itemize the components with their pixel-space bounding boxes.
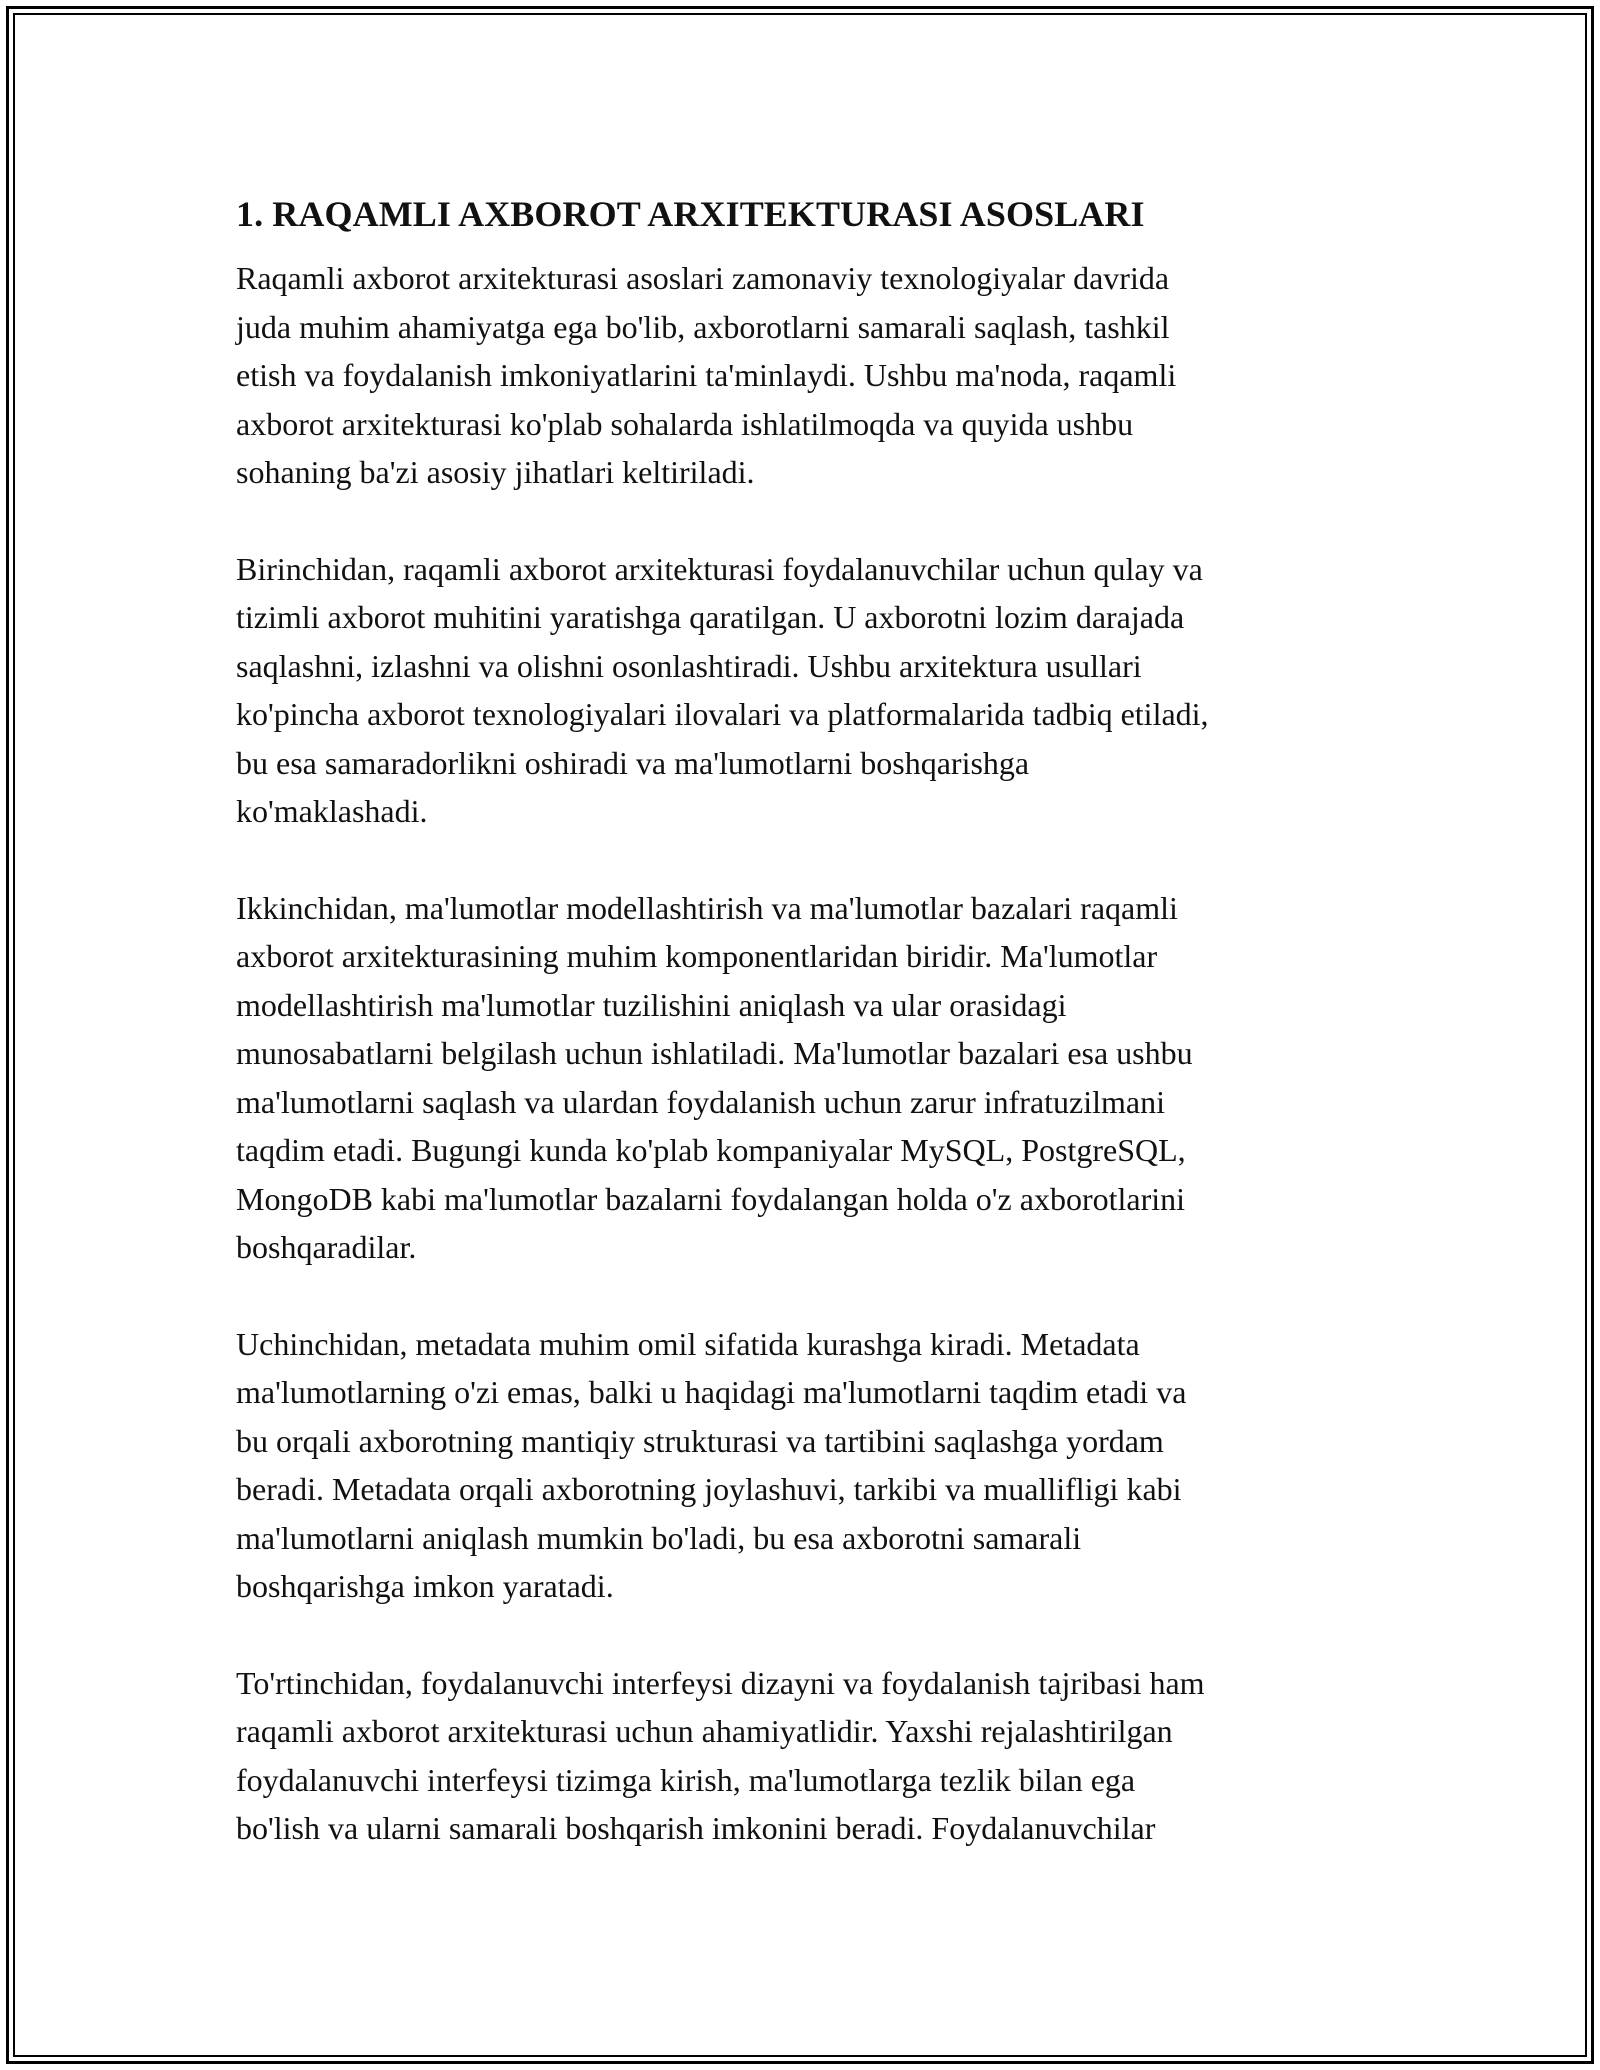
text-line: axborot arxitekturasi ko'plab sohalarda ishlatilmoqda va quyida ushbu <box>236 405 1134 442</box>
text-line: bu esa samaradorlikni oshiradi va ma'lumotlarni boshqarishga <box>236 744 1030 781</box>
text-line: foydalanuvchi interfeysi tizimga kirish, ma'lumotlarga tezlik bilan ega <box>236 1761 1136 1798</box>
text-line: modellashtirish ma'lumotlar tuzilishini aniqlash va ular orasidagi <box>236 986 1067 1023</box>
text-line: ma'lumotlarni aniqlash mumkin bo'ladi, bu esa axborotni samarali <box>236 1519 1082 1556</box>
text-line: raqamli axborot arxitekturasi uchun ahamiyatlidir. Yaxshi rejalashtirilgan <box>236 1713 1173 1749</box>
text-line: saqlashni, izlashni va olishni osonlashtiradi. Ushbu arxitektura usullari <box>236 647 1142 684</box>
text-line: etish va foydalanish imkoniyatlarini ta'minlaydi. Ushbu ma'noda, raqamli <box>236 357 1177 393</box>
paragraph-third-point <box>236 1320 1366 1611</box>
text-line: boshqarishga imkon yaratadi. <box>236 1568 614 1604</box>
text-line: juda muhim ahamiyatga ega bo'lib, axborotlarni samarali saqlash, tashkil <box>236 308 1170 345</box>
text-line: taqdim etadi. Bugungi kunda ko'plab kompaniyalar MySQL, PostgreSQL, <box>236 1132 1186 1168</box>
text-line: MongoDB kabi ma'lumotlar bazalarni foydalangan holda o'z axborotlarini <box>236 1180 1186 1217</box>
text-line: beradi. Metadata orqali axborotning joylashuvi, tarkibi va muallifligi kabi <box>236 1471 1182 1507</box>
text-line: Ikkinchidan, ma'lumotlar modellashtirish va ma'lumotlar bazalari raqamli <box>236 889 1178 926</box>
text-line: ko'maklashadi. <box>236 793 428 829</box>
text-line: tizimli axborot muhitini yaratishga qaratilgan. U axborotni lozim darajada <box>236 599 1185 635</box>
paragraph-intro <box>236 254 1366 497</box>
text-line: bo'lish va ularni samarali boshqarish imkonini beradi. Foydalanuvchilar <box>236 1810 1156 1846</box>
text-line: boshqaradilar. <box>236 1229 417 1265</box>
text-line: ma'lumotlarni saqlash va ulardan foydalanish uchun zarur infratuzilmani <box>236 1083 1166 1120</box>
text-line: To'rtinchidan, foydalanuvchi interfeysi dizayni va foydalanish tajribasi ham <box>236 1664 1205 1701</box>
text-line: ma'lumotlarning o'zi emas, balki u haqidagi ma'lumotlarni taqdim etadi va <box>236 1374 1187 1410</box>
text-line: Birinchidan, raqamli axborot arxitekturasi foydalanuvchilar uchun qulay va <box>236 550 1203 587</box>
text-line: munosabatlarni belgilash uchun ishlatiladi. Ma'lumotlar bazalari esa ushbu <box>236 1035 1193 1071</box>
text-line: sohaning ba'zi asosiy jihatlari keltiriladi. <box>236 454 755 490</box>
paragraph-first-point <box>236 545 1366 836</box>
text-line: ko'pincha axborot texnologiyalari ilovalari va platformalarida tadbiq etiladi, <box>236 696 1209 732</box>
text-line: axborot arxitekturasining muhim komponentlaridan biridir. Ma'lumotlar <box>236 938 1158 974</box>
text-line: bu orqali axborotning mantiqiy strukturasi va tartibini saqlashga yordam <box>236 1422 1164 1459</box>
section-heading: 1. RAQAMLI AXBOROT ARXITEKTURASI ASOSLARI <box>236 194 1145 234</box>
document-body <box>236 182 1366 1901</box>
text-line: Raqamli axborot arxitekturasi asoslari zamonaviy texnologiyalar davrida <box>236 260 1170 296</box>
text-line: Uchinchidan, metadata muhim omil sifatida kurashga kiradi. Metadata <box>236 1325 1140 1362</box>
paragraph-second-point <box>236 884 1366 1272</box>
paragraph-fourth-point <box>236 1659 1366 1853</box>
